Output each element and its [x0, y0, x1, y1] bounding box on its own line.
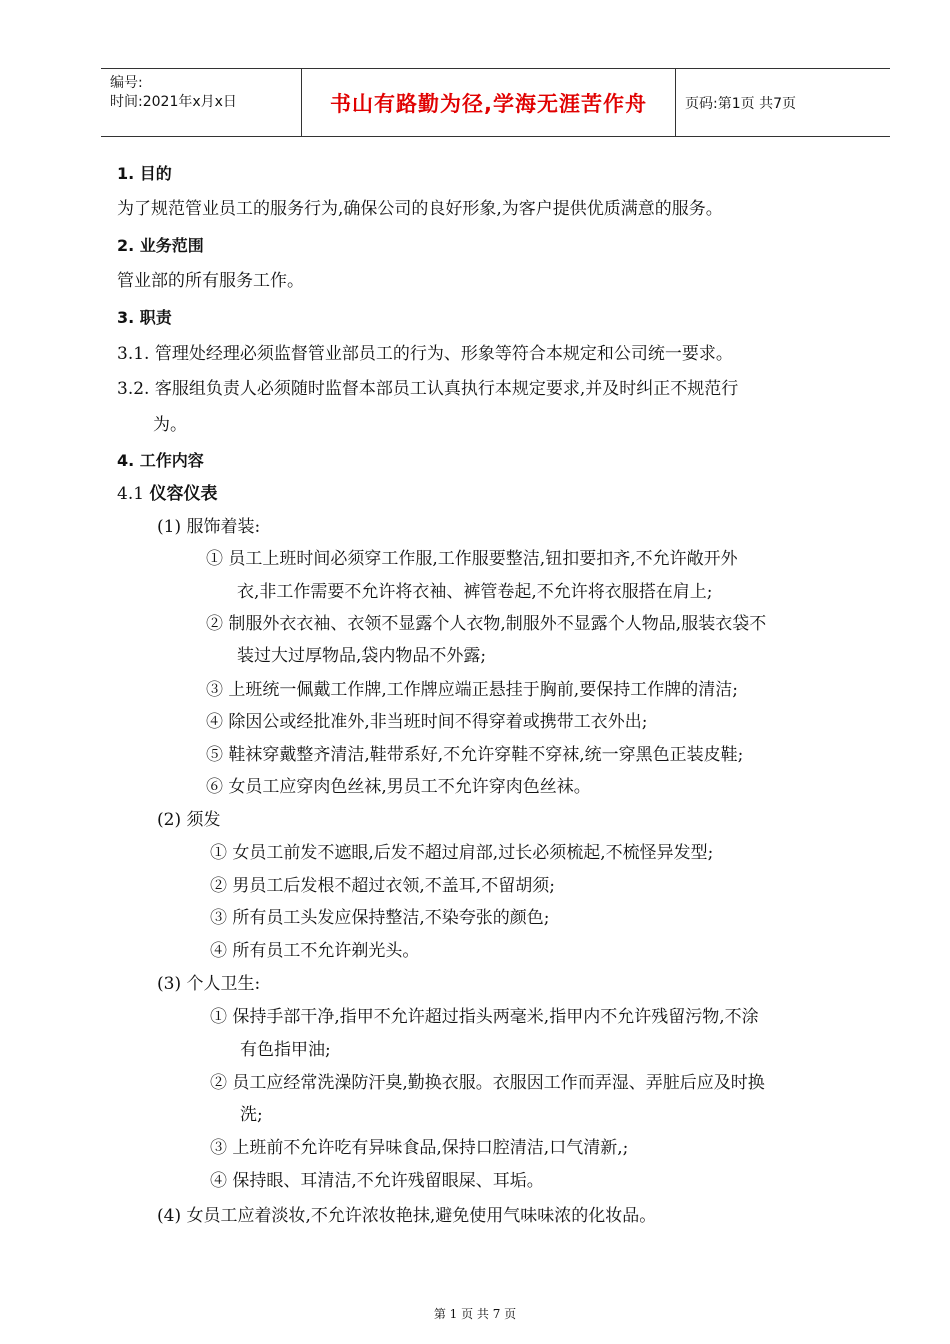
section-1-text: 为了规范管业员工的服务行为,确保公司的良好形象,为客户提供优质满意的服务。 [117, 199, 723, 219]
section-1-title: 1. 目的 [117, 164, 172, 183]
item-2-3: ③ 所有员工头发应保持整洁,不染夸张的颜色; [210, 908, 550, 928]
item-1-1-line1: ① 员工上班时间必须穿工作服,工作服要整洁,钮扣要扣齐,不允许敞开外 [206, 549, 738, 569]
section-3-2-line1: 3.2. 客服组负责人必须随时监督本部员工认真执行本规定要求,并及时纠正不规范行 [117, 379, 739, 399]
item-4: (4) 女员工应着淡妆,不允许浓妆艳抹,避免使用气味味浓的化妆品。 [157, 1206, 657, 1226]
item-1-3: ③ 上班统一佩戴工作牌,工作牌应端正悬挂于胸前,要保持工作牌的清洁; [206, 680, 738, 700]
item-1-4: ④ 除因公或经批准外,非当班时间不得穿着或携带工衣外出; [206, 712, 648, 732]
section-3-1: 3.1. 管理处经理必须监督管业部员工的行为、形象等符合本规定和公司统一要求。 [117, 344, 733, 364]
item-3-1-line2: 有色指甲油; [240, 1040, 331, 1060]
section-4-1-number: 4.1 [117, 484, 150, 504]
serial-label: 编号: [110, 75, 143, 91]
item-2-heading: (2) 须发 [157, 810, 221, 830]
item-3-1-line1: ① 保持手部干净,指甲不允许超过指头两毫米,指甲内不允许残留污物,不涂 [210, 1007, 759, 1027]
item-1-2-line2: 装过大过厚物品,袋内物品不外露; [237, 646, 487, 666]
item-1-heading: (1) 服饰着装: [157, 517, 261, 537]
item-3-2-line1: ② 员工应经常洗澡防汗臭,勤换衣服。衣服因工作而弄湿、弄脏后应及时换 [210, 1073, 765, 1093]
item-2-4: ④ 所有员工不允许剃光头。 [210, 941, 420, 961]
item-2-1: ① 女员工前发不遮眼,后发不超过肩部,过长必须梳起,不梳怪异发型; [210, 843, 714, 863]
item-1-6: ⑥ 女员工应穿肉色丝袜,男员工不允许穿肉色丝袜。 [206, 777, 591, 797]
item-1-5: ⑤ 鞋袜穿戴整齐清洁,鞋带系好,不允许穿鞋不穿袜,统一穿黑色正装皮鞋; [206, 745, 744, 765]
item-2-2: ② 男员工后发根不超过衣领,不盖耳,不留胡须; [210, 876, 555, 896]
section-2-title: 2. 业务范围 [117, 236, 204, 255]
item-3-3: ③ 上班前不允许吃有异味食品,保持口腔清洁,口气清新,; [210, 1138, 629, 1158]
motto: 书山有路勤为径,学海无涯苦作舟 [330, 91, 647, 116]
section-4-1-heading [117, 482, 217, 506]
time-label: 时间:2021年x月x日 [110, 94, 237, 110]
header-motto-cell [302, 69, 676, 136]
item-3-4: ④ 保持眼、耳清洁,不允许残留眼屎、耳垢。 [210, 1171, 544, 1191]
section-2-text: 管业部的所有服务工作。 [117, 271, 304, 291]
page-header [101, 68, 890, 137]
header-meta [101, 69, 302, 136]
page-footer: 第 1 页 共 7 页 [433, 1307, 517, 1321]
item-1-1-line2: 衣,非工作需要不允许将衣袖、裤管卷起,不允许将衣服搭在肩上; [237, 582, 713, 602]
header-page-info-cell [676, 69, 890, 136]
item-3-2-line2: 洗; [240, 1105, 263, 1125]
section-3-2-line2: 为。 [153, 415, 187, 435]
item-3-heading: (3) 个人卫生: [157, 974, 261, 994]
section-4-1-title: 仪容仪表 [149, 484, 218, 504]
section-4-title: 4. 工作内容 [117, 451, 204, 470]
section-3-title: 3. 职责 [117, 308, 172, 327]
page-info: 页码:第1页 共7页 [685, 95, 796, 112]
item-1-2-line1: ② 制服外衣衣袖、衣领不显露个人衣物,制服外不显露个人物品,服装衣袋不 [206, 614, 767, 634]
